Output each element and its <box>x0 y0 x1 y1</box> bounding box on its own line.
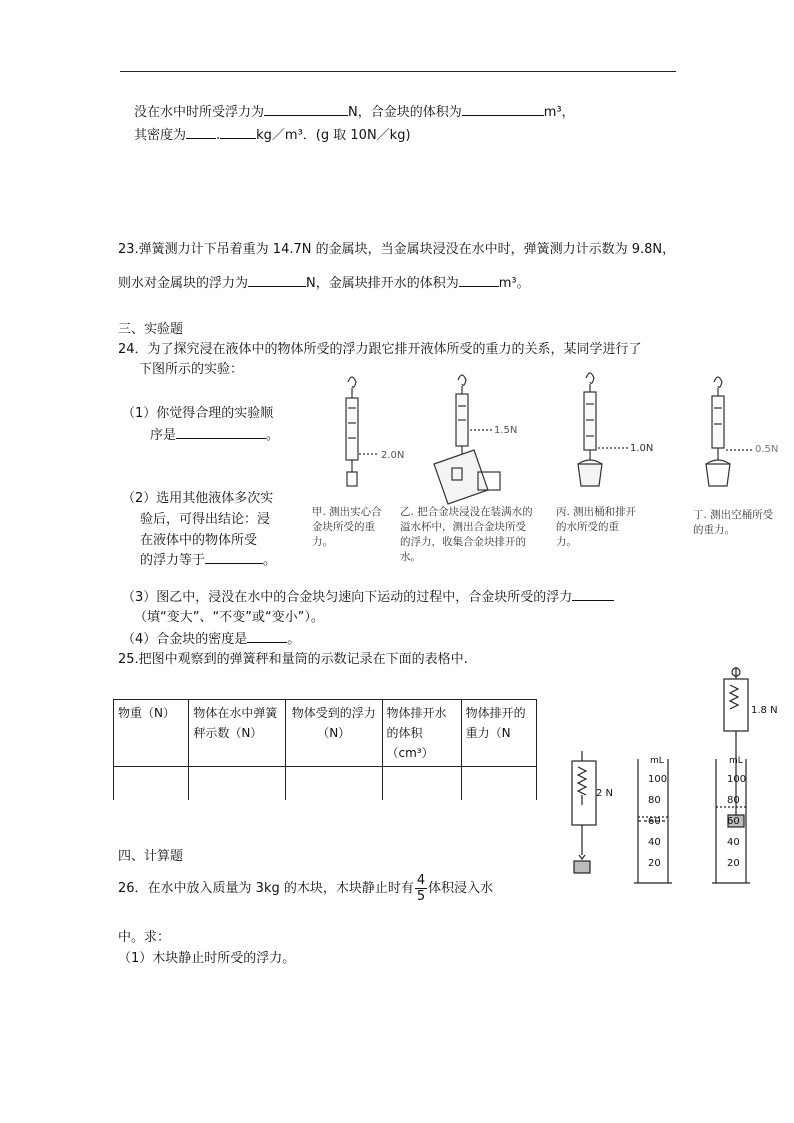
answer-blank[interactable] <box>176 426 266 439</box>
spring-scale-bing <box>578 373 628 486</box>
answer-blank[interactable] <box>459 274 499 287</box>
caption-jia: 甲. 测出实心合金块所受的重力。 <box>312 506 382 548</box>
reading-ding: 0.5N <box>755 444 779 455</box>
tick-label: 20 <box>727 858 740 869</box>
header-cell: 物体排开的重力（N <box>461 700 536 767</box>
q22-text-a: 没在水中时所受浮力为 <box>134 105 265 120</box>
spring-scale-yi <box>434 375 500 504</box>
tick-label: 40 <box>727 837 740 848</box>
tick-label: 100 <box>648 774 668 785</box>
q24-part2-line4 <box>140 549 276 568</box>
q24-stem-line2: 下图所示的实验： <box>139 362 244 377</box>
q24-part2-line3: 在液体中的物体所受 <box>140 533 258 548</box>
tick-label: 60 <box>648 816 661 827</box>
q22-dot: . <box>216 128 221 143</box>
header-cell: 物重（N） <box>114 700 189 767</box>
header-rule <box>120 71 676 72</box>
q25-table-clip <box>113 690 537 800</box>
answer-cell[interactable] <box>189 767 286 801</box>
spring-scale-left <box>572 751 596 873</box>
reading-yi: 1.5N <box>494 425 518 436</box>
q22-line2 <box>134 124 411 143</box>
q23-line1: 23.弹簧测力计下吊着重为 14.7N 的金属块，当金属块浸没在水中时，弹簧测力计示数为 9.8N， <box>118 242 676 257</box>
q26-line1 <box>118 873 493 904</box>
q24-part4-end: 。 <box>287 632 301 647</box>
section-heading-experiment: 三、实验题 <box>118 322 184 337</box>
fraction-denominator: 5 <box>416 889 426 904</box>
caption-ding: 丁. 测出空桶所受的重力。 <box>693 509 774 536</box>
q22-text-d: 其密度为 <box>134 128 187 143</box>
q24-part3-text: （3）图乙中，浸没在水中的合金块匀速向下运动的过程中，合金块所受的浮力 <box>122 590 573 605</box>
tick-label: 100 <box>727 774 747 785</box>
q24-part2-line1: （2）选用其他液体多次实 <box>122 491 274 506</box>
tick-label: 60 <box>727 816 740 827</box>
q24-experiment-figure <box>330 368 790 518</box>
q25-apparatus-figure <box>560 665 794 890</box>
cylinder-ticks-left <box>648 769 668 874</box>
q24-part1-line2 <box>150 424 279 443</box>
reading-right-scale: 1.8 N <box>751 705 778 716</box>
reading-bing: 1.0N <box>630 443 654 454</box>
fraction-numerator: 4 <box>416 873 426 888</box>
reading-left-scale: 2 N <box>596 788 614 799</box>
q26-part1: （1）木块静止时所受的浮力。 <box>118 951 296 966</box>
q25-stem: 25.把图中观察到的弹簧秤和量筒的示数记录在下面的表格中. <box>118 652 468 667</box>
q22-line1 <box>134 101 575 120</box>
q24-part3-line1 <box>122 586 614 605</box>
answer-cell[interactable] <box>285 767 382 801</box>
q24-part1-text: 序是 <box>150 428 177 443</box>
answer-blank[interactable] <box>572 588 614 601</box>
reading-jia: 2.0N <box>381 450 405 461</box>
record-table <box>113 699 537 800</box>
q22-text-e: kg／m³．(g 取 10N／kg) <box>256 128 411 143</box>
q24-part4 <box>122 628 300 647</box>
header-cell: 物体在水中弹簧秤示数（N） <box>189 700 286 767</box>
table-row <box>114 767 537 801</box>
answer-blank[interactable] <box>186 126 216 139</box>
q24-part1-end: 。 <box>266 428 280 443</box>
q24-part3-line2: （填“变大”、“不变”或“变小”）。 <box>134 610 324 625</box>
q24-part4-text: （4）合金块的密度是 <box>122 632 248 647</box>
tick-label: 40 <box>648 837 661 848</box>
q23-line2 <box>118 272 530 291</box>
spring-scale-jia <box>346 377 378 486</box>
q23-text-b: N，金属块排开水的体积为 <box>306 276 459 291</box>
cylinder-ticks-right <box>727 769 747 874</box>
tick-label: 80 <box>648 795 661 806</box>
tick-label: 20 <box>648 858 661 869</box>
section-heading-calculation: 四、计算题 <box>118 849 184 864</box>
caption-bing: 丙. 测出桶和排开的水所受的重力。 <box>556 506 637 548</box>
cylinder-unit-right: mL <box>729 756 743 766</box>
q23-text-c: m³。 <box>498 276 530 291</box>
q22-text-b: N，合金块的体积为 <box>348 105 462 120</box>
answer-cell[interactable] <box>114 767 189 801</box>
q26-text-b: 体积浸入水 <box>428 881 494 896</box>
q24-stem-line1: 24．为了探究浸在液体中的物体所受的浮力跟它排开液体所受的重力的关系，某同学进行了 <box>118 342 642 357</box>
q24-part2-text: 的浮力等于 <box>140 553 206 568</box>
table-header-row <box>114 700 537 767</box>
q26-text-a: 26．在水中放入质量为 3kg 的木块，木块静止时有 <box>118 881 414 896</box>
answer-cell[interactable] <box>382 767 461 801</box>
answer-blank[interactable] <box>248 274 306 287</box>
cylinder-unit-left: mL <box>650 756 664 766</box>
spring-scale-ding <box>706 377 752 486</box>
header-cell: 物体排开水的体积（cm³） <box>382 700 461 767</box>
tick-label: 80 <box>727 795 740 806</box>
answer-blank[interactable] <box>247 630 287 643</box>
answer-blank[interactable] <box>264 103 348 116</box>
answer-blank[interactable] <box>205 551 263 564</box>
header-cell: 物体受到的浮力（N） <box>285 700 382 767</box>
q22-text-c: m³， <box>543 105 575 120</box>
q24-part1-line1: （1）你觉得合理的实验顺 <box>122 406 274 421</box>
q23-text-a: 则水对金属块的浮力为 <box>118 276 249 291</box>
q24-part2-end: 。 <box>263 553 277 568</box>
caption-yi: 乙. 把合金块浸没在装满水的溢水杯中，测出合金块所受的浮力，收集合金块排开的水。 <box>400 506 533 563</box>
answer-blank[interactable] <box>220 126 256 139</box>
q26-line2: 中。求： <box>118 930 171 945</box>
q24-part2-line2: 验后，可得出结论：浸 <box>140 512 271 527</box>
fraction-four-fifths <box>415 873 427 904</box>
answer-blank[interactable] <box>462 103 544 116</box>
answer-cell[interactable] <box>461 767 536 801</box>
